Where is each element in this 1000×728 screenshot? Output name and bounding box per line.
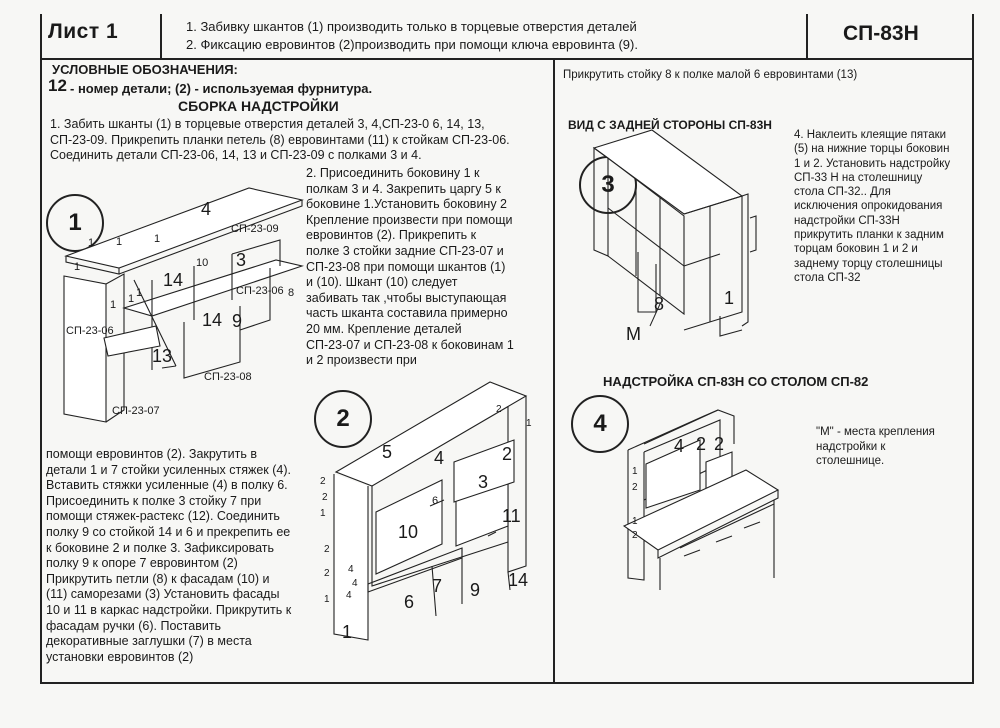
step4-line: надстройки СП-33Н [794,214,900,227]
step2-cont-line: декоративные заглушки (7) в места [46,634,252,649]
fig2-part-2: 2 [502,444,513,464]
step-number-3: 3 [579,156,637,214]
step2-cont-line: к боковине 2 и полке 3. Зафиксировать [46,540,275,555]
step1-line: 1. Забить шканты (1) в торцевые отверстия деталей 3, 4,СП-23-0 6, 14, 13, [50,117,485,131]
step2-cont-line: Прикрутить петли (8) к фасадам (10) и [46,571,270,586]
frame-left [40,14,42,682]
step4-line: торцам боковин 1 и 2 и [794,243,918,256]
step2-line: боковине 1.Установить боковину 2 [306,197,508,212]
step4-line: СП-33 Н на столешницу [794,171,923,184]
fig2-part-7: 7 [432,576,443,596]
fig4-part-2a: 2 [696,434,707,454]
fig1-part-14a: 14 [163,270,184,290]
step2-line: полкам 3 и 4. Закрепить царгу 5 к [306,181,501,196]
step2-line: забивать так ,чтобы выступающая [306,290,507,305]
step4-line: заднему торцу столешницы [794,257,943,270]
fig2-part-9: 9 [470,580,481,600]
svg-text:2: 2 [496,404,502,415]
svg-text:1: 1 [154,233,161,245]
step4-line: 1 и 2. Установить надстройку [794,157,951,170]
step2-line: евровинтов (2). Прикрепить к [306,228,477,243]
step2-cont-line: фасадам ручки (6). Поставить [46,618,222,633]
step2-line: 20 мм. Крепление деталей [306,321,462,336]
step4-line: исключения опрокидования [794,200,943,213]
header-note-2: 2. Фиксацию евровинтов (2)производить при помощи ключа евровинта (9). [186,37,638,52]
fig3-part-1: 1 [724,288,735,308]
product-code: СП-83Н [843,22,919,45]
fig1-label-sp-23-08: СП-23-08 [204,371,252,383]
column-divider [553,58,555,682]
svg-text:2: 2 [632,530,638,541]
step2-cont-line: Присоединить к полке 3 стойку 7 при [46,493,262,508]
frame-right [972,14,974,682]
m-note-line: столешнице. [816,455,885,467]
step2-line: СП-23-07 и СП-23-08 к боковинам 1 [306,337,514,352]
fig1-label-sp-23-06-right: СП-23-06 [236,285,284,297]
fig2-part-4: 4 [434,448,445,468]
step4-text [794,128,950,285]
fig1-part-14b: 14 [202,310,223,330]
svg-text:1: 1 [116,236,123,248]
right-top-note: Прикрутить стойку 8 к полке малой 6 евровинтами (13) [563,69,858,81]
svg-text:1: 1 [110,299,117,311]
step2-cont-line: 10 и 11 в каркас надстройки. Прикрутить к [46,602,292,617]
fig1-label-sp-23-06-left: СП-23-06 [66,325,114,337]
svg-text:2: 2 [322,492,328,503]
svg-text:1: 1 [632,516,638,527]
fig2-part-10: 10 [398,522,419,542]
svg-text:1: 1 [632,466,638,477]
figure-1-exploded-assembly [44,170,306,430]
svg-text:1: 1 [74,261,81,273]
header-note-1: 1. Забивку шкантов (1) производить только в торцевые отверстия деталей [186,19,637,34]
svg-text:1: 1 [320,508,326,519]
svg-text:1: 1 [136,287,143,299]
fig1-label-10: 10 [196,257,209,269]
svg-text:1: 1 [128,293,135,305]
step2-text [306,166,514,369]
step-number-4: 4 [571,395,629,453]
fig4-part-4: 4 [674,436,685,456]
step4-line: прикрутить планки к задним [794,229,944,242]
fig2-part-1: 1 [342,622,353,642]
step-number-2: 2 [314,390,372,448]
step2-cont-line: установки евровинтов (2) [46,649,194,664]
fig2-part-14: 14 [508,570,529,590]
step2-line: и 2 произвести при [306,353,417,368]
step4-line: стола СП-32 [794,271,861,284]
step2-cont-line: помощи стяжек-растекс (12). Соединить [46,509,280,524]
combo-title: НАДСТРОЙКА СП-83Н СО СТОЛОМ СП-82 [603,374,869,389]
svg-text:2: 2 [324,568,330,579]
fig2-part-3: 3 [478,472,489,492]
m-note-line: "М" - места крепления [816,426,935,438]
svg-text:1: 1 [88,237,95,249]
step2-cont-line: детали 1 и 7 стойки усиленных стяжек (4). [46,462,291,477]
step2-line: Крепление произвести при помощи [306,212,513,227]
svg-text:1: 1 [526,418,532,429]
step2-cont-line: (11) саморезами (3) Установить фасады [46,587,280,602]
step2-cont-line: полку 9 со стойкой 14 и 6 и прекрепить ее [46,524,291,539]
fig1-label-8: 8 [288,287,295,299]
svg-text:4: 4 [348,564,354,575]
step2-continued-text [46,447,291,665]
legend-example-number: 12 [48,76,67,95]
m-note [816,425,935,469]
header-divider-left [160,14,162,58]
step1-text [50,117,510,164]
figure-3-back-view [580,126,790,358]
figure-4-with-table [620,404,810,598]
fig1-label-sp-23-07: СП-23-07 [112,405,160,417]
fig1-part-9: 9 [232,311,243,331]
step2-line: 2. Присоединить боковину 1 к [306,166,480,180]
fig1-label-sp-23-09: СП-23-09 [231,223,279,235]
step2-line: и (10). Шкант (10) следует [306,275,458,290]
step4-line: (5) на нижние торцы боковин [794,143,950,156]
step4-line: стола СП-32.. Для [794,186,891,199]
svg-text:2: 2 [632,482,638,493]
fig3-part-8: 8 [654,294,665,314]
figure-2-assembled-front [312,376,552,646]
fig1-part-13: 13 [152,346,173,366]
step2-cont-line: Вставить стяжки усиленные (4) в полку 6. [46,478,288,493]
fig3-mark-m: М [626,324,641,344]
sheet-title: Лист 1 [48,20,119,43]
svg-text:1: 1 [324,594,330,605]
step2-line: часть шканта составила примерно [306,306,508,321]
fig2-part-11: 11 [502,506,521,526]
back-view-title: ВИД С ЗАДНЕЙ СТОРОНЫ СП-83Н [568,118,772,132]
svg-text:4: 4 [346,590,352,601]
assembly-title: СБОРКА НАДСТРОЙКИ [178,98,339,114]
frame-bottom [40,682,974,684]
header-divider-right [806,14,808,58]
step1-line: Соединить детали СП-23-06, 14, 13 и СП-23-09 с полками 3 и 4. [50,148,422,163]
step2-line: СП-23-08 при помощи шкантов (1) [306,259,506,274]
svg-text:4: 4 [352,578,358,589]
svg-text:2: 2 [324,544,330,555]
m-note-line: надстройки к [816,440,886,453]
fig2-part-5: 5 [382,442,393,462]
step4-line: 4. Наклеить клеящие пятаки [794,129,947,141]
step2-cont-line: полку 9 к опоре 7 евровинтом (2) [46,556,238,571]
fig4-part-2b: 2 [714,434,725,454]
step1-line: СП-23-09. Прикрепить планки петель (8) евровинтами (11) к стойкам СП-23-06. [50,132,510,147]
fig2-part-6: 6 [432,495,439,507]
step2-line: полке 3 стойки задние СП-23-07 и [306,243,504,258]
fig2-part-6-shelf: 6 [404,592,415,612]
svg-text:2: 2 [320,476,326,487]
step-number-1: 1 [46,194,104,252]
step2-cont-line: помощи евровинтов (2). Закрутить в [46,447,257,461]
legend-text: - номер детали; (2) - используемая фурнитура. [70,81,373,96]
legend-title: УСЛОВНЫЕ ОБОЗНАЧЕНИЯ: [52,62,238,77]
fig1-part-4: 4 [201,199,212,219]
fig1-part-3: 3 [236,250,247,270]
header-rule [40,58,974,60]
